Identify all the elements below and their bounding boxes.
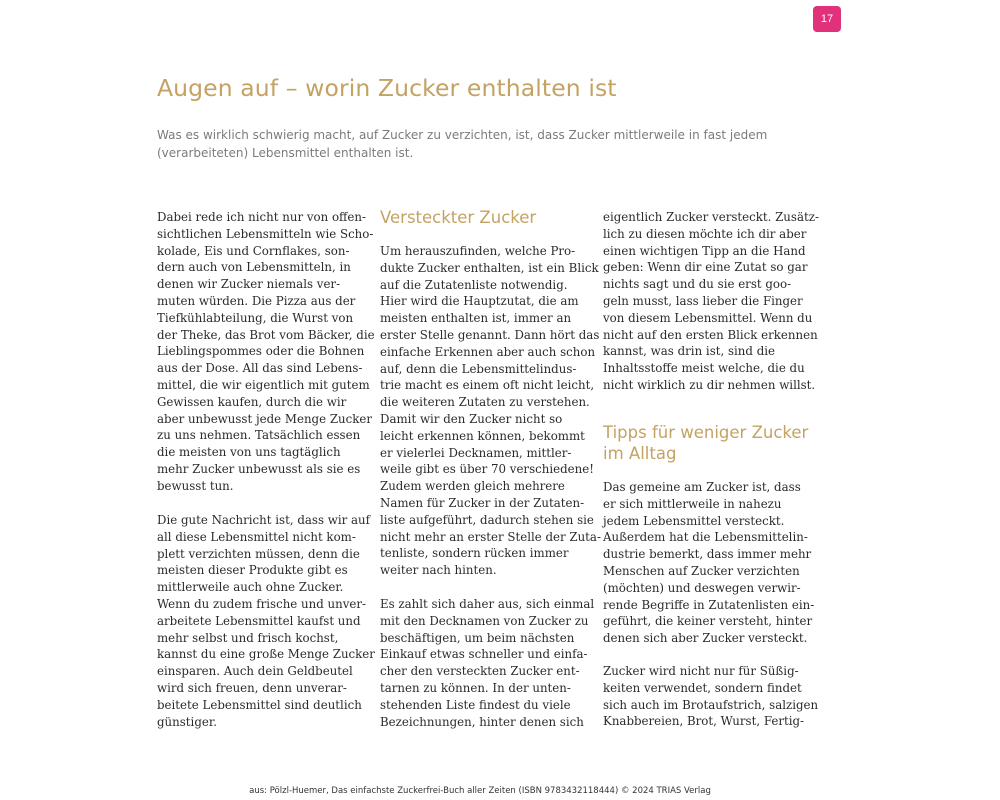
text-line: Zudem werden gleich mehrere xyxy=(380,479,565,494)
text-line: Menschen auf Zucker verzichten xyxy=(603,563,800,578)
text-line: (möchten) und deswegen verwir- xyxy=(603,580,801,595)
text-line: all diese Lebensmittel nicht kom- xyxy=(157,529,356,544)
text-line: Knabbereien, Brot, Wurst, Fertig- xyxy=(603,714,805,729)
text-line: aus der Dose. All das sind Lebens- xyxy=(157,361,363,376)
text-line: kolade, Eis und Cornflakes, son- xyxy=(157,243,350,258)
text-line: im Alltag xyxy=(603,444,677,463)
text-line: geln musst, lass lieber die Finger xyxy=(603,293,803,308)
text-line: leicht erkennen können, bekommt xyxy=(380,428,585,443)
text-line: lich zu diesen möchte ich dir aber xyxy=(603,226,807,241)
text-line: Wenn du zudem frische und unver- xyxy=(157,596,367,611)
text-line: muten würden. Die Pizza aus der xyxy=(157,293,356,308)
col3-paragraph-2 xyxy=(603,479,814,647)
text-line: sichtlichen Lebensmitteln wie Scho- xyxy=(157,226,374,241)
col1-paragraph-1 xyxy=(157,209,375,495)
text-line: tarnen zu können. In der unten- xyxy=(380,680,571,695)
text-line: Es zahlt sich daher aus, sich einmal xyxy=(380,597,595,611)
text-line: kannst du eine große Menge Zucker xyxy=(157,647,375,662)
text-line: von diesem Lebensmittel. Wenn du xyxy=(603,310,813,325)
text-line: Die gute Nachricht ist, dass wir auf xyxy=(157,513,371,527)
text-line: Dabei rede ich nicht nur von offen- xyxy=(157,210,366,224)
text-line: Zucker wird nicht nur für Süßig- xyxy=(603,664,799,678)
text-line: geführt, die keiner versteht, hinter xyxy=(603,614,813,629)
col2-paragraph-2 xyxy=(380,596,594,730)
intro-text xyxy=(157,126,768,162)
text-line: geben: Wenn dir eine Zutat so gar xyxy=(603,260,808,275)
text-line: auf, denn die Lebensmittelindus- xyxy=(380,361,577,376)
text-line: denen sich aber Zucker versteckt. xyxy=(603,631,808,646)
text-line: er sich mittlerweile in nahezu xyxy=(603,496,782,511)
text-line: meisten dieser Produkte gibt es xyxy=(157,563,348,578)
text-line: nicht wirklich zu dir nehmen willst. xyxy=(603,377,816,392)
text-line: plett verzichten müssen, denn die xyxy=(157,546,360,561)
text-line: mehr selbst und frisch kochst, xyxy=(157,630,339,645)
text-line: denen wir Zucker niemals ver- xyxy=(157,277,341,292)
text-line: meisten enthalten ist, immer an xyxy=(380,311,572,326)
text-line: einfache Erkennen aber auch schon xyxy=(380,344,596,359)
text-line: Hier wird die Hauptzutat, die am xyxy=(380,294,579,309)
text-line: der Theke, das Brot vom Bäcker, die xyxy=(157,327,375,342)
text-line: einsparen. Auch dein Geldbeutel xyxy=(157,664,353,679)
section-heading-versteckter-zucker: Versteckter Zucker xyxy=(380,208,537,227)
text-line: eigentlich Zucker versteckt. Zusätz- xyxy=(603,210,819,224)
text-line: Namen für Zucker in der Zutaten- xyxy=(380,495,585,510)
text-line: beitete Lebensmittel sind deutlich xyxy=(157,697,362,712)
text-line: Außerdem hat die Lebensmittelin- xyxy=(603,530,808,545)
col2-paragraph-1 xyxy=(380,243,601,579)
text-line: sich auch im Brotaufstrich, salzigen xyxy=(603,697,819,712)
text-line: Bezeichnungen, hinter denen sich xyxy=(380,714,584,729)
text-line: Inhaltsstoffe meist welche, die du xyxy=(603,361,805,376)
text-line: weile gibt es über 70 verschiedene! xyxy=(380,462,594,477)
text-line: beschäftigen, um beim nächsten xyxy=(380,630,575,645)
col1-paragraph-2 xyxy=(157,512,375,730)
text-line: günstiger. xyxy=(157,714,217,729)
intro-line: (verarbeiteten) Lebensmittel enthalten ist. xyxy=(157,146,414,160)
text-line: er vielerlei Decknamen, mittler- xyxy=(380,445,572,460)
text-line: wird sich freuen, denn unverar- xyxy=(157,680,347,695)
text-line: arbeitete Lebensmittel kaufst und xyxy=(157,613,361,628)
text-line: mittlerweile auch ohne Zucker. xyxy=(157,580,344,595)
text-line: mit den Decknamen von Zucker zu xyxy=(380,613,589,628)
footer-citation: aus: Pölzl-Huemer, Das einfachste Zuckerfrei-Buch aller Zeiten (ISBN 9783432118444) © 2024 TRIAS Verlag xyxy=(249,786,711,796)
section-heading-tipps xyxy=(603,422,808,464)
text-line: Tipps für weniger Zucker xyxy=(603,423,809,442)
text-line: einen wichtigen Tipp an die Hand xyxy=(603,243,806,258)
text-line: cher den versteckten Zucker ent- xyxy=(380,664,580,679)
text-line: Gewissen kaufen, durch die wir xyxy=(157,394,347,409)
text-line: bewusst tun. xyxy=(157,478,234,493)
text-line: mittel, die wir eigentlich mit gutem xyxy=(157,377,370,392)
intro-line: Was es wirklich schwierig macht, auf Zucker zu verzichten, ist, dass Zucker mittlerweile in fast jedem xyxy=(157,128,768,142)
text-line: zu uns nehmen. Tatsächlich essen xyxy=(157,428,361,443)
text-line: die weiteren Zutaten zu verstehen. xyxy=(380,395,590,410)
text-line: trie macht es einem oft nicht leicht, xyxy=(380,378,595,393)
text-line: tenliste, sondern rücken immer xyxy=(380,546,569,561)
page-number-badge: 17 xyxy=(813,6,841,32)
text-line: erster Stelle genannt. Dann hört das xyxy=(380,327,600,342)
page-title: Augen auf – worin Zucker enthalten ist xyxy=(157,74,617,102)
col3-paragraph-3 xyxy=(603,663,818,730)
text-line: Um herauszufinden, welche Pro- xyxy=(380,244,576,258)
text-line: keiten verwendet, sondern findet xyxy=(603,680,802,695)
text-line: rende Begriffe in Zutatenlisten ein- xyxy=(603,597,815,612)
text-line: dern auch von Lebensmitteln, in xyxy=(157,260,351,275)
text-line: stehenden Liste findest du viele xyxy=(380,697,571,712)
text-line: die meisten von uns tagtäglich xyxy=(157,445,341,460)
text-line: nicht mehr an erster Stelle der Zuta- xyxy=(380,529,601,544)
text-line: kannst, was drin ist, sind die xyxy=(603,344,776,359)
text-line: aber unbewusst jede Menge Zucker xyxy=(157,411,373,426)
text-line: mehr Zucker unbewusst als sie es xyxy=(157,461,361,476)
text-line: Damit wir den Zucker nicht so xyxy=(380,411,563,426)
text-line: nichts sagt und du sie erst goo- xyxy=(603,277,792,292)
col3-paragraph-1 xyxy=(603,209,819,394)
text-line: Lieblingspommes oder die Bohnen xyxy=(157,344,365,359)
text-line: dustrie bemerkt, dass immer mehr xyxy=(603,547,812,562)
text-line: auf die Zutatenliste notwendig. xyxy=(380,277,568,292)
text-line: Tiefkühlabteilung, die Wurst von xyxy=(157,310,354,325)
text-line: jedem Lebensmittel versteckt. xyxy=(603,513,785,528)
text-line: nicht auf den ersten Blick erkennen xyxy=(603,327,818,342)
text-line: dukte Zucker enthalten, ist ein Blick xyxy=(380,260,599,275)
text-line: liste aufgeführt, dadurch stehen sie xyxy=(380,512,594,527)
text-line: Das gemeine am Zucker ist, dass xyxy=(603,480,801,494)
text-line: weiter nach hinten. xyxy=(380,563,497,578)
text-line: Einkauf etwas schneller und einfa- xyxy=(380,647,588,662)
